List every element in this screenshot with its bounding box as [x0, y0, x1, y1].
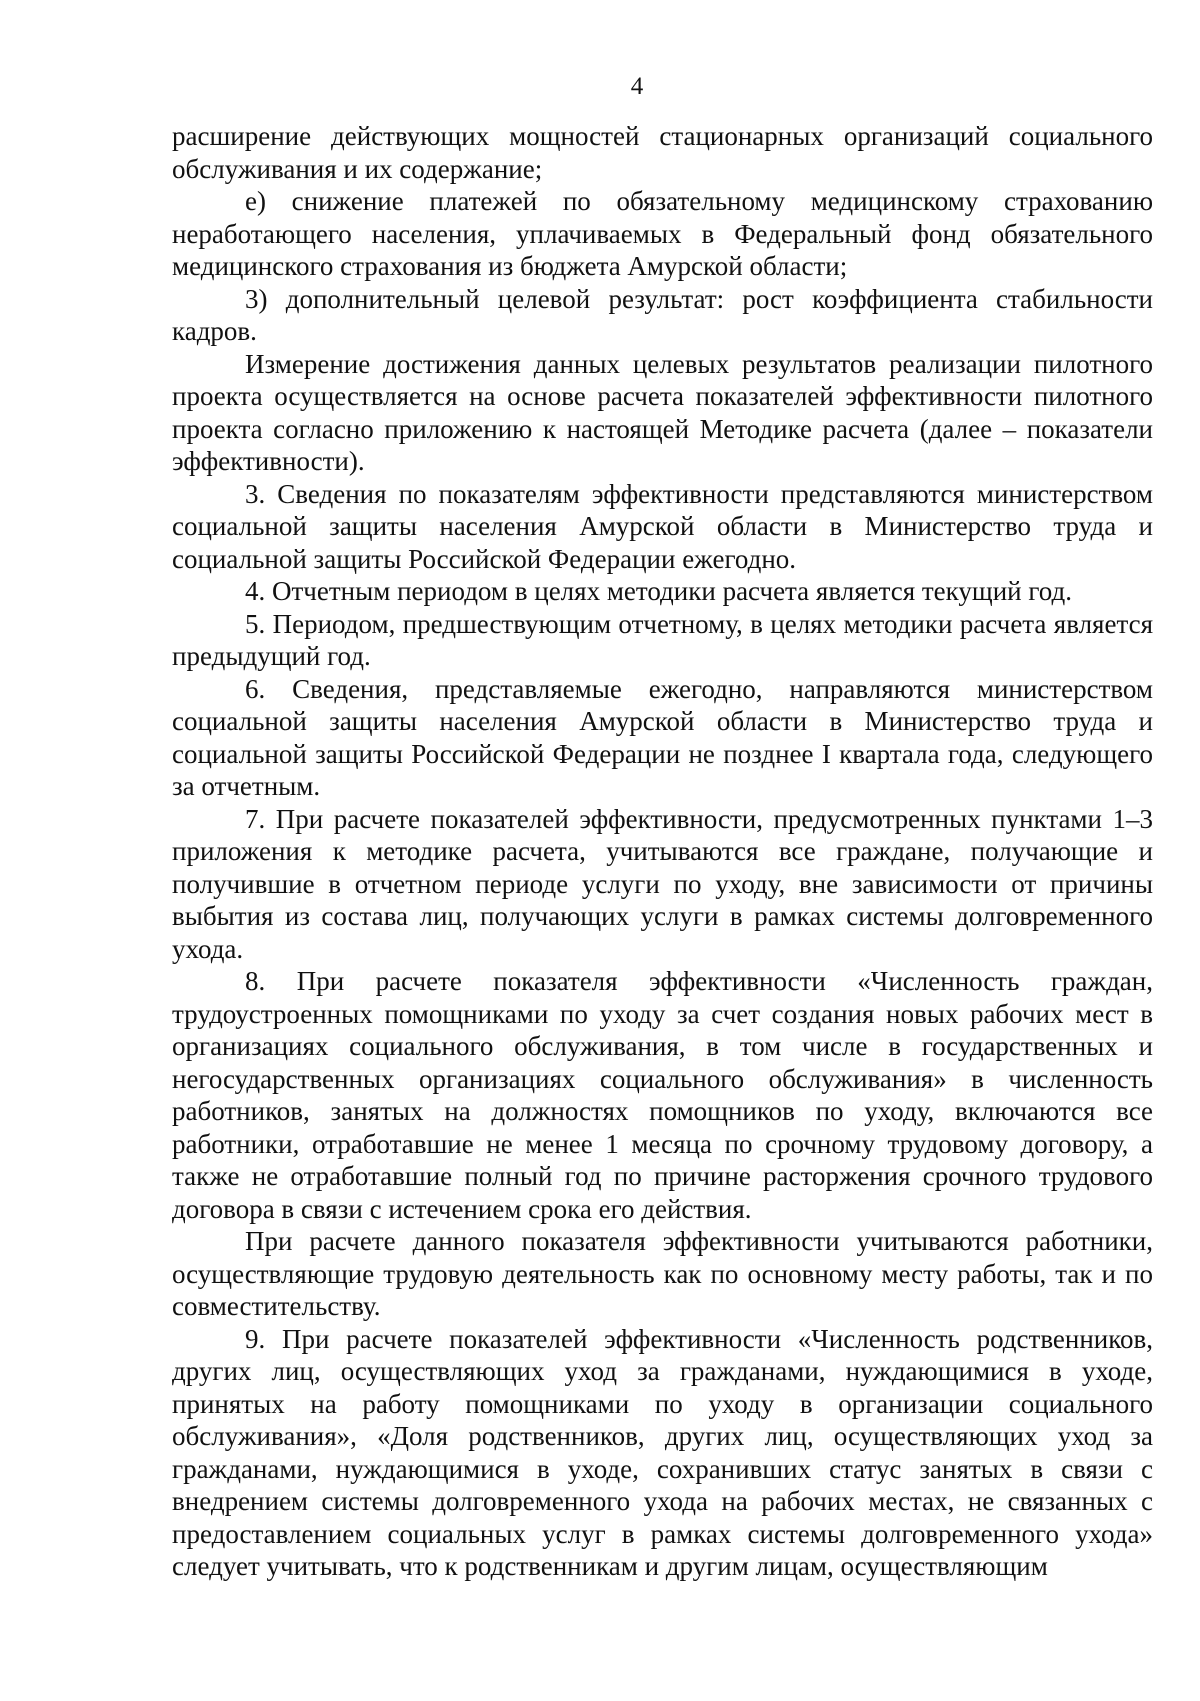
page-number: 4: [630, 73, 644, 100]
paragraph: 3) дополнительный целевой результат: рост коэффициента стабильности кадров.: [172, 283, 1153, 346]
paragraph: 4. Отчетным периодом в целях методики расчета является текущий год.: [245, 576, 1072, 606]
paragraph: При расчете данного показателя эффективности учитываются работники, осуществляющие трудовую деятельность как по основному месту работы, так и по совместительству.: [172, 1226, 1153, 1321]
paragraph: 9. При расчете показателей эффективности «Численность родственников, других лиц, осуществляющих уход за гражданами, нуждающимися в уходе, принятых на работу помощниками по уходу в организации социального обслуживания», «Доля родственников, других лиц, осуществляющих уход за гражданами, нуждающимися в уходе, сохранивших статус занятых в связи с внедрением системы долговременного ухода на рабочих местах, не связанных с предоставлением социальных услуг в рамках системы долговременного ухода» следует учитывать, что к родственникам и другим лицам, осуществляющим: [172, 1323, 1153, 1581]
paragraph: 7. При расчете показателей эффективности, предусмотренных пунктами 1–3 приложения к методике расчета, учитываются все граждане, получающие и получившие в отчетном периоде услуги по уходу, вне зависимости от причины выбытия из состава лиц, получающих услуги в рамках системы долговременного ухода.: [172, 803, 1153, 964]
paragraph: Измерение достижения данных целевых результатов реализации пилотного проекта осуществляется на основе расчета показателей эффективности пилотного проекта согласно приложению к настоящей Методике расчета (далее – показатели эффективности).: [172, 348, 1153, 476]
paragraph: 8. При расчете показателя эффективности «Численность граждан, трудоустроенных помощниками по уходу за счет создания новых рабочих мест в организациях социального обслуживания, в том числе в государственных и негосударственных организациях социального обслуживания» в численность работников, занятых на должностях помощников по уходу, включаются все работники, отработавшие не менее 1 месяца по срочному трудовому договору, а также не отработавшие полный год по причине расторжения срочного трудового договора в связи с истечением срока его действия.: [172, 966, 1153, 1224]
paragraph: 3. Сведения по показателям эффективности представляются министерством социальной защиты населения Амурской области в Министерство труда и социальной защиты Российской Федерации ежегодно.: [172, 478, 1153, 574]
paragraph: е) снижение платежей по обязательному медицинскому страхованию неработающего населения, уплачиваемых в Федеральный фонд обязательного медицинского страхования из бюджета Амурской области;: [172, 186, 1153, 281]
document-body: [172, 120, 1153, 1583]
paragraph: 5. Периодом, предшествующим отчетному, в целях методики расчета является предыдущий год.: [172, 608, 1153, 671]
paragraph: расширение действующих мощностей стационарных организаций социального обслуживания и их содержание;: [172, 121, 1153, 184]
paragraph: 6. Сведения, представляемые ежегодно, направляются министерством социальной защиты населения Амурской области в Министерство труда и социальной защиты Российской Федерации не позднее I квартала года, следующего за отчетным.: [172, 673, 1153, 801]
